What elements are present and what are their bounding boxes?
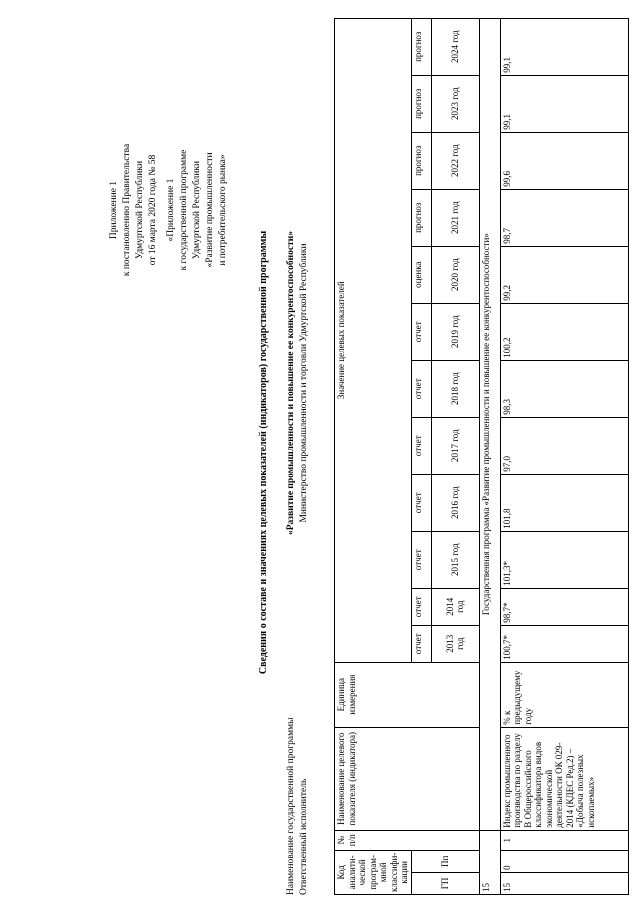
value-cell: 99,1 (500, 75, 628, 132)
year-cell: 2016 год (431, 474, 479, 531)
value-cell: 100,2 (500, 303, 628, 360)
table-row (500, 18, 628, 894)
year-cell: 2020 год (431, 246, 479, 303)
value-cell: 98,7 (500, 189, 628, 246)
year-cell: 2017 год (431, 417, 479, 474)
appendix-line: к государственной программе (179, 149, 189, 271)
year-cell: 2021 год (431, 189, 479, 246)
year-cell: 2015 год (431, 531, 479, 588)
status-cell: прогноз (411, 189, 431, 246)
status-cell: отчет (411, 303, 431, 360)
appendix-line: «Приложение 1 (166, 178, 176, 242)
header-pp: Пп (411, 850, 479, 872)
status-cell: отчет (411, 360, 431, 417)
appendix-line: от 16 марта 2020 года № 58 (148, 154, 158, 266)
year-cell: 2019 год (431, 303, 479, 360)
header-name: Наименование целевого показателя (индикатора) (335, 727, 480, 830)
row-num: 1 (500, 830, 628, 850)
year-cell: 2022 год (431, 132, 479, 189)
value-cell: 99,1 (500, 18, 628, 75)
program-label: Наименование государственной программы (286, 717, 296, 895)
header-code: Код аналити-ческой програм-мной классифи-кации (335, 850, 412, 894)
row-unit: % к предыдущему году (500, 662, 628, 727)
header-values: Значение целевых показателей (335, 18, 412, 662)
value-cell: 100,7* (500, 625, 628, 662)
header-unit: Единица измерения (335, 662, 480, 727)
appendix-block-1 (108, 115, 160, 305)
value-cell: 97,0 (500, 417, 628, 474)
executor-name: Министерство промышленности и торговли Удмуртской Республики (299, 243, 309, 523)
executor-label: Ответственный исполнитель (299, 778, 309, 895)
status-cell: отчет (411, 588, 431, 625)
value-cell: 99,6 (500, 132, 628, 189)
status-cell: отчет (411, 417, 431, 474)
year-cell: 2023 год (431, 75, 479, 132)
appendix-line: и потребительского рынка» (218, 154, 228, 266)
value-cell: 98,7* (500, 588, 628, 625)
document-title: Сведения о составе и значениях целевых показателей (индикаторов) государственной программы (258, 230, 269, 675)
appendix-line: к постановлению Правительства (122, 143, 132, 277)
indicators-table (334, 18, 629, 895)
row-name: Индекс промышленного производства по разделу B Общероссийского классификатора видов экономической деятельности ОК 029-2014 (КДЕС Ред.2) – «Добыча полезных ископаемых» (500, 727, 628, 830)
status-cell: прогноз (411, 132, 431, 189)
status-cell: оценка (411, 246, 431, 303)
status-cell: отчет (411, 625, 431, 662)
program-name: «Развитие промышленности и повышение ее конкурентоспособности» (286, 230, 296, 536)
status-cell: отчет (411, 474, 431, 531)
section-code: 15 (479, 830, 500, 894)
year-cell: 2013 год (431, 625, 479, 662)
appendix-block-2 (165, 115, 230, 305)
appendix-line: Удмуртской Республики (135, 160, 145, 260)
section-row (479, 18, 500, 894)
value-cell: 98,3 (500, 360, 628, 417)
row-gp: 15 (500, 872, 628, 894)
appendix-line: Удмуртской Республики (192, 160, 202, 260)
value-cell: 101,8 (500, 474, 628, 531)
year-cell: 2018 год (431, 360, 479, 417)
status-cell: прогноз (411, 75, 431, 132)
header-gp: ГП (411, 872, 479, 894)
row-pp: 0 (500, 850, 628, 872)
section-title: Государственная программа «Развитие промышленности и повышение ее конкурентоспособности» (479, 18, 500, 830)
year-cell: 2024 год (431, 18, 479, 75)
status-cell: прогноз (411, 18, 431, 75)
header-num: № п/п (335, 830, 480, 850)
status-cell: отчет (411, 531, 431, 588)
value-cell: 99,2 (500, 246, 628, 303)
value-cell: 101,3* (500, 531, 628, 588)
year-cell: 2014 год (431, 588, 479, 625)
appendix-line: «Развитие промышленности (205, 152, 215, 268)
appendix-line: Приложение 1 (109, 180, 119, 240)
